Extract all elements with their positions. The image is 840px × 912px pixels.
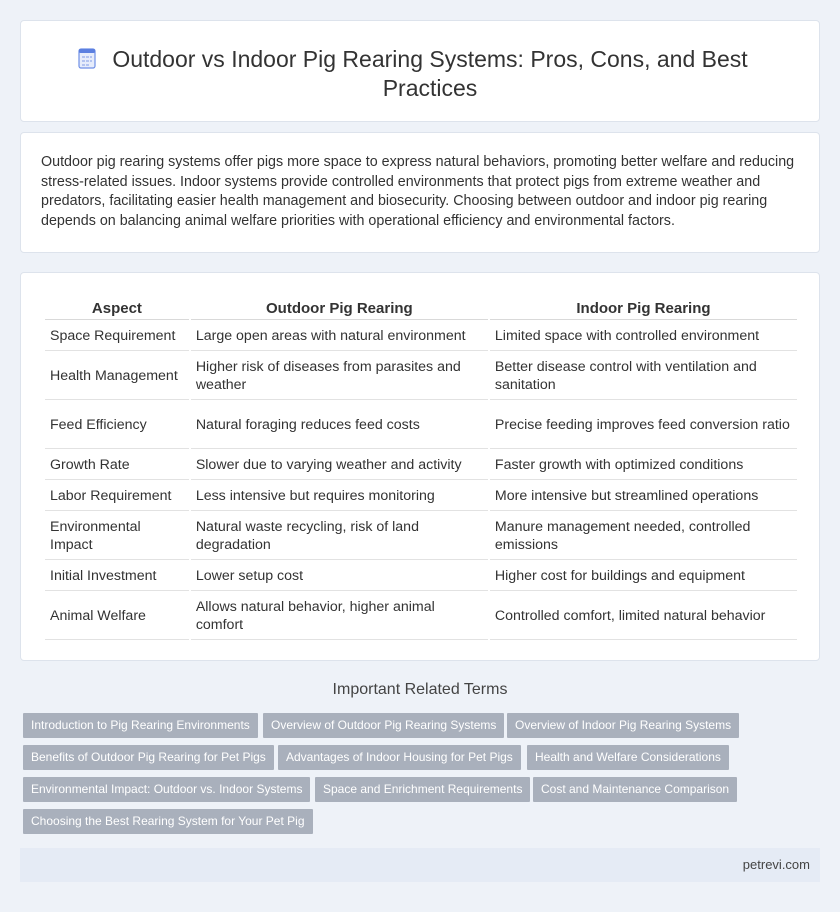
header-card: [20, 20, 820, 122]
table-cell: Precise feeding improves feed conversion ratio: [490, 402, 797, 449]
table-cell: Limited space with controlled environment: [490, 322, 797, 351]
comparison-table: [43, 295, 799, 642]
table-cell: Allows natural behavior, higher animal comfort: [191, 593, 488, 640]
table-cell: Lower setup cost: [191, 562, 488, 591]
table-cell: Feed Efficiency: [45, 402, 189, 449]
related-term-tag[interactable]: Overview of Indoor Pig Rearing Systems: [507, 713, 739, 738]
site-name[interactable]: petrevi.com: [742, 857, 810, 872]
column-header: Indoor Pig Rearing: [490, 297, 797, 320]
table-row: [45, 562, 797, 591]
column-header: Aspect: [45, 297, 189, 320]
related-term-tag[interactable]: Introduction to Pig Rearing Environments: [23, 713, 258, 738]
column-header: Outdoor Pig Rearing: [191, 297, 488, 320]
table-row: [45, 482, 797, 511]
related-terms-title: Important Related Terms: [332, 681, 508, 698]
related-term-tag[interactable]: Cost and Maintenance Comparison: [533, 777, 737, 802]
table-cell: Initial Investment: [45, 562, 189, 591]
intro-card: [20, 132, 820, 253]
table-cell: Slower due to varying weather and activity: [191, 451, 488, 480]
comparison-card: [20, 272, 820, 661]
table-cell: Better disease control with ventilation and sanitation: [490, 353, 797, 400]
related-term-tag[interactable]: Choosing the Best Rearing System for Your Pet Pig: [23, 809, 313, 834]
related-term-tag[interactable]: Health and Welfare Considerations: [527, 745, 729, 770]
related-term-tag[interactable]: Overview of Outdoor Pig Rearing Systems: [263, 713, 504, 738]
table-cell: Less intensive but requires monitoring: [191, 482, 488, 511]
table-cell: More intensive but streamlined operations: [490, 482, 797, 511]
table-cell: Large open areas with natural environment: [191, 322, 488, 351]
table-cell: Controlled comfort, limited natural behavior: [490, 593, 797, 640]
table-cell: Manure management needed, controlled emissions: [490, 513, 797, 560]
table-row: [45, 513, 797, 560]
table-cell: Higher cost for buildings and equipment: [490, 562, 797, 591]
footer: [20, 848, 820, 882]
table-cell: Growth Rate: [45, 451, 189, 480]
table-cell: Faster growth with optimized conditions: [490, 451, 797, 480]
related-term-tag[interactable]: Advantages of Indoor Housing for Pet Pigs: [278, 745, 521, 770]
table-header-row: [45, 297, 797, 320]
table-cell: Labor Requirement: [45, 482, 189, 511]
table-row: [45, 353, 797, 400]
table-row: [45, 451, 797, 480]
related-term-tag[interactable]: Environmental Impact: Outdoor vs. Indoor Systems: [23, 777, 310, 802]
table-row: [45, 593, 797, 640]
table-row: [45, 322, 797, 351]
page-title: Outdoor vs Indoor Pig Rearing Systems: Pros, Cons, and Best Practices: [112, 46, 748, 101]
table-cell: Space Requirement: [45, 322, 189, 351]
table-cell: Natural waste recycling, risk of land degradation: [191, 513, 488, 560]
table-cell: Higher risk of diseases from parasites and weather: [191, 353, 488, 400]
table-cell: Health Management: [45, 353, 189, 400]
table-row: [45, 402, 797, 449]
related-term-tag[interactable]: Space and Enrichment Requirements: [315, 777, 530, 802]
related-term-tag[interactable]: Benefits of Outdoor Pig Rearing for Pet Pigs: [23, 745, 274, 770]
table-cell: Animal Welfare: [45, 593, 189, 640]
table-cell: Natural foraging reduces feed costs: [191, 402, 488, 449]
intro-text: Outdoor pig rearing systems offer pigs more space to express natural behaviors, promoting better welfare and reducing stress-related issues. Indoor systems provide controlled environments that protect pigs from extreme weather and predators, facilitating easier health management and biosecurity. Choosing between outdoor and indoor pig rearing depends on balancing animal welfare priorities with operational efficiency and environmental factors.: [41, 154, 795, 229]
table-cell: Environmental Impact: [45, 513, 189, 560]
